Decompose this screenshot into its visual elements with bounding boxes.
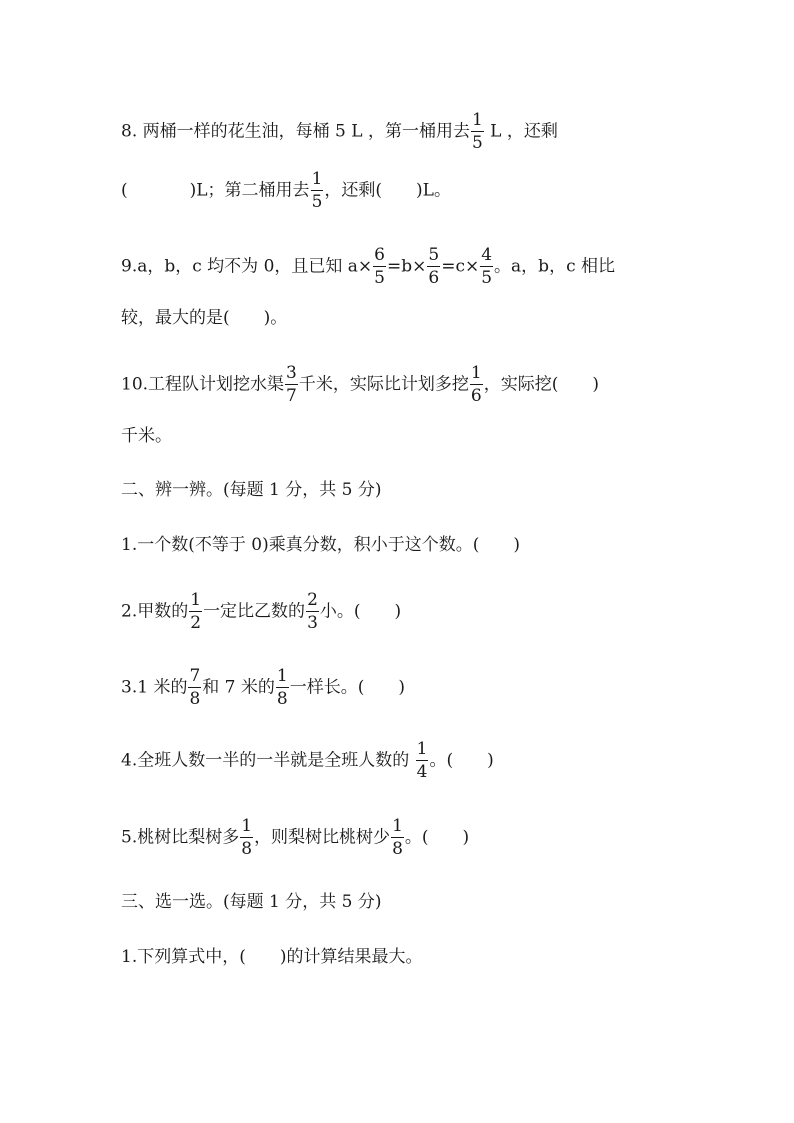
item-text: 1.一个数(不等于 0)乘真分数，积小于这个数。( ) <box>121 535 520 555</box>
numerator: 1 <box>276 666 288 686</box>
fraction <box>416 741 429 781</box>
q10-line-2 <box>121 428 172 445</box>
section2-item-4 <box>121 741 494 781</box>
denominator: 5 <box>481 268 493 288</box>
item-text: 1.下列算式中，( )的计算结果最大。 <box>121 947 423 967</box>
numerator: 1 <box>392 816 403 836</box>
item-text: 3.1 米的 <box>121 677 188 698</box>
denominator: 8 <box>241 839 253 859</box>
q9-line-1 <box>121 247 615 287</box>
item-text: 小。( ) <box>319 601 402 622</box>
denominator: 4 <box>416 762 428 782</box>
item-text: ，则梨树比桃树少 <box>254 827 391 848</box>
q8-text: ( <box>121 180 128 201</box>
numerator: 1 <box>241 816 253 836</box>
fraction <box>391 818 404 858</box>
fraction <box>480 247 493 287</box>
item-text: 一定比乙数的 <box>203 601 306 622</box>
numerator: 4 <box>481 245 493 265</box>
section-title: 二、辨一辨。(每题 1 分，共 5 分) <box>121 480 382 500</box>
item-text: 。( ) <box>429 750 494 771</box>
item-text: 。( ) <box>404 827 470 848</box>
q9-text: 。a，b，c 相比 <box>494 256 615 277</box>
q9-line-2 <box>121 310 287 327</box>
section3-item-1 <box>121 949 422 966</box>
fraction <box>188 668 201 708</box>
q9-text: 较，最大的是( )。 <box>121 308 288 328</box>
denominator: 6 <box>428 268 440 288</box>
item-text: 2.甲数的 <box>121 601 189 622</box>
fraction <box>471 112 484 152</box>
section2-title <box>121 482 382 499</box>
q8-line-1 <box>121 112 558 152</box>
denominator: 6 <box>470 386 482 406</box>
numerator: 5 <box>428 245 440 265</box>
denominator: 5 <box>311 192 323 212</box>
numerator: 1 <box>471 110 483 130</box>
q8-text: ，还剩( <box>324 180 383 201</box>
denominator: 3 <box>307 613 318 633</box>
q8-line-2 <box>121 171 451 211</box>
q9-text: 9.a，b，c 均不为 0，且已知 a× <box>121 256 373 277</box>
q8-text: L ，还剩 <box>484 121 558 142</box>
numerator: 3 <box>286 363 297 383</box>
denominator: 5 <box>471 133 483 153</box>
denominator: 8 <box>276 689 288 709</box>
q8-text: )L。 <box>416 180 451 201</box>
numerator: 6 <box>374 245 385 265</box>
fraction <box>276 668 289 708</box>
numerator: 7 <box>189 666 201 686</box>
section2-item-1 <box>121 537 520 554</box>
section2-item-5 <box>121 818 469 858</box>
fraction <box>189 592 202 632</box>
numerator: 2 <box>307 590 318 610</box>
denominator: 7 <box>286 386 297 406</box>
item-text: 一样长。( ) <box>289 677 405 698</box>
item-text: 4.全班人数一半的一半就是全班人数的 <box>121 750 415 771</box>
fraction <box>373 247 386 287</box>
denominator: 5 <box>374 268 385 288</box>
q10-text: 千米。 <box>121 426 172 446</box>
item-text: 5.桃树比梨树多 <box>121 827 240 848</box>
q8-text: )L；第二桶用去 <box>189 180 310 201</box>
item-text: 和 7 米的 <box>202 677 275 698</box>
fraction <box>285 365 298 405</box>
fraction <box>240 818 253 858</box>
numerator: 1 <box>190 590 202 610</box>
section3-title <box>121 894 382 911</box>
section-title: 三、选一选。(每题 1 分，共 5 分) <box>121 892 382 912</box>
q9-text: =c× <box>441 256 480 277</box>
numerator: 1 <box>470 363 482 383</box>
fraction <box>470 365 483 405</box>
numerator: 1 <box>311 169 323 189</box>
q9-text: =b× <box>387 256 427 277</box>
denominator: 8 <box>189 689 201 709</box>
q10-text: 千米，实际比计划多挖 <box>298 374 469 395</box>
section2-item-2 <box>121 592 401 632</box>
section2-item-3 <box>121 668 405 708</box>
q10-text: 10.工程队计划挖水渠 <box>121 374 285 395</box>
q10-text: ，实际挖( ) <box>483 374 599 395</box>
denominator: 2 <box>190 613 202 633</box>
q10-line-1 <box>121 365 599 405</box>
fraction <box>311 171 324 211</box>
fraction <box>306 592 319 632</box>
q8-text: 8. 两桶一样的花生油，每桶 5 L ，第一桶用去 <box>121 121 470 142</box>
numerator: 1 <box>416 739 428 759</box>
fraction <box>427 247 440 287</box>
denominator: 8 <box>392 839 403 859</box>
